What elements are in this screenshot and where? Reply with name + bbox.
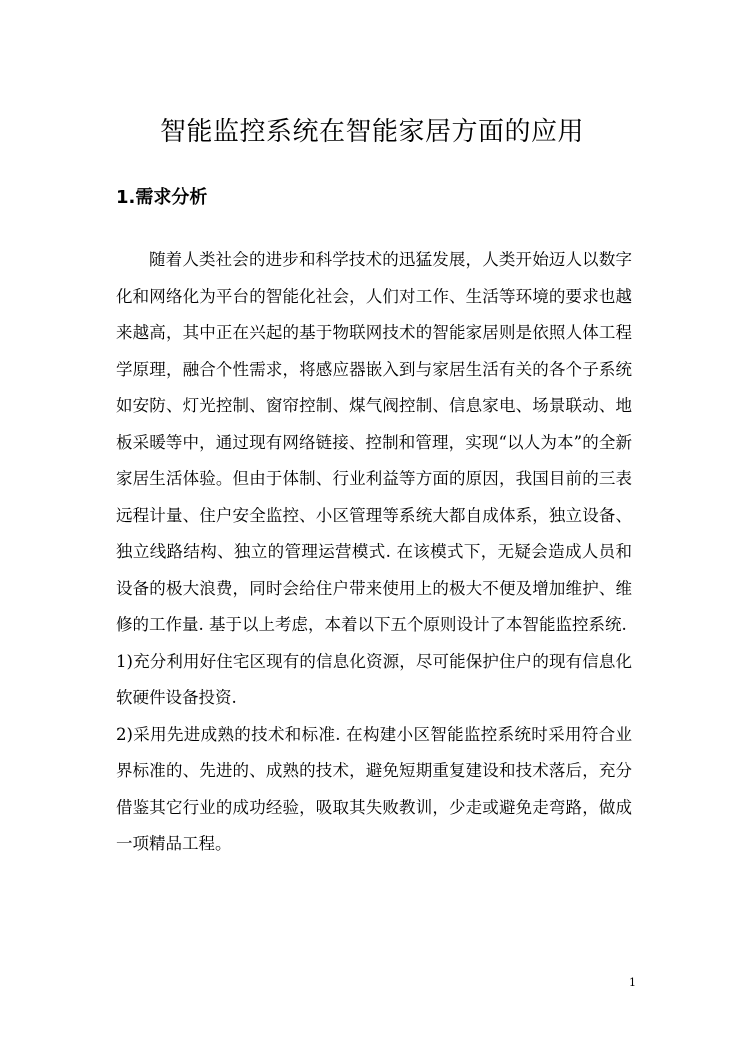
page-number: 1 [629, 976, 636, 989]
paragraph-principle-1: 1)充分利用好住宅区现有的信息化资源，尽可能保护住户的现有信息化软硬件设备投资. [116, 651, 632, 707]
page-title: 智能监控系统在智能家居方面的应用 [159, 117, 584, 147]
body-text [116, 242, 632, 863]
section-heading: 1.需求分析 [116, 187, 208, 208]
paragraph-intro: 随着人类社会的进步和科学技术的迅猛发展，人类开始迈人以数字化和网络化为平台的智能化社会，人们对工作、生活等环境的要求也越来越高，其中正在兴起的基于物联网技术的智能家居则是依照人体工程学原理，融合个性需求，将感应器嵌入到与家居生活有关的各个子系统如安防、灯光控制、窗帘控制、煤气阀控制、信息家电、场景联动、地板采暖等中，通过现有网络链接、控制和管理，实现“以人为本”的全新家居生活体验。但由于体制、行业利益等方面的原因，我国目前的三表远程计量、住户安全监控、小区管理等系统大都自成体系，独立设备、独立线路结构、独立的管理运营模式. 在该模式下，无疑会造成人员和设备的极大浪费，同时会给住户带来使用上的极大不便及增加维护、维修的工作量. 基于以上考虑，本着以下五个原则设计了本智能监控系统. [116, 250, 632, 634]
paragraph-principle-2: 2)采用先进成熟的技术和标准. 在构建小区智能监控系统时采用符合业界标准的、先进的、成熟的技术，避免短期重复建设和技术落后，充分借鉴其它行业的成功经验，吸取其失败教训，少走或避免走弯路，做成一项精品工程。 [116, 724, 632, 853]
